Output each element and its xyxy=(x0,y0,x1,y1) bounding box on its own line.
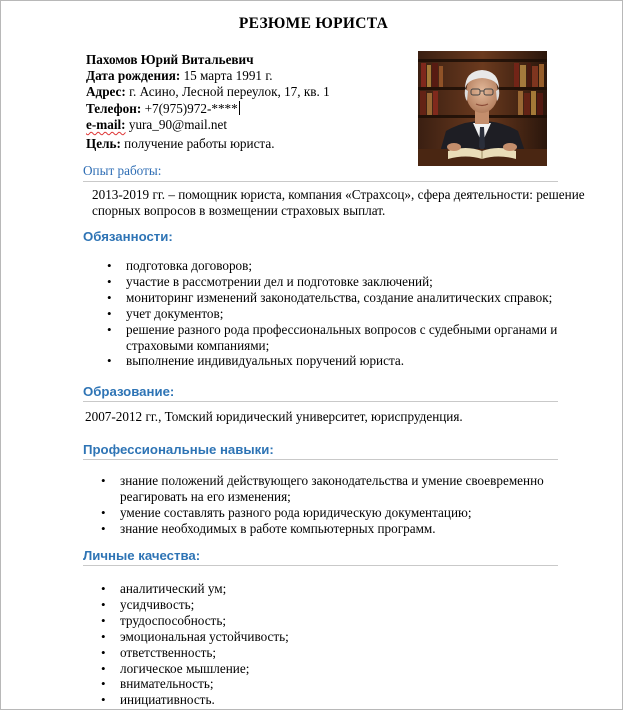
address-value: г. Асино, Лесной переулок, 17, кв. 1 xyxy=(125,84,330,100)
education-heading: Образование: xyxy=(83,384,175,399)
list-item: • аналитический ум; xyxy=(120,581,289,597)
address-label: Адрес: xyxy=(86,84,126,100)
qualities-divider xyxy=(83,565,558,566)
list-item: • мониторинг изменений законодательства, создание аналитических справок; xyxy=(126,290,557,306)
skills-list xyxy=(120,473,544,537)
skills-heading: Профессиональные навыки: xyxy=(83,442,274,457)
list-item: • учет документов; xyxy=(126,306,557,322)
list-item: • внимательность; xyxy=(120,676,289,692)
list-item: • эмоциональная устойчивость; xyxy=(120,629,289,645)
duties-heading: Обязанности: xyxy=(83,229,173,244)
goal-value: получение работы юриста. xyxy=(120,136,275,151)
duties-list xyxy=(126,258,557,369)
qualities-list xyxy=(120,581,289,708)
experience-heading: Опыт работы: xyxy=(83,163,162,178)
address-row xyxy=(86,84,330,100)
phone-value: +7(975)972-**** xyxy=(141,100,238,116)
birth-date-label: Дата рождения: xyxy=(86,68,181,84)
qualities-heading: Личные качества: xyxy=(83,548,201,563)
list-item: • знание положений действующего законодательства и умение своевременно xyxy=(120,473,544,489)
list-item: • трудоспособность; xyxy=(120,613,289,629)
full-name: Пахомов Юрий Витальевич xyxy=(86,52,254,67)
goal-row xyxy=(86,136,275,152)
list-item: • знание необходимых в работе компьютерных программ. xyxy=(120,521,544,537)
experience-line-1: 2013-2019 гг. – помощник юриста, компания «Страхсоц», сфера деятельности: решение xyxy=(92,187,585,202)
birth-date-row xyxy=(86,68,330,84)
skills-divider xyxy=(83,459,558,460)
list-item: • решение разного рода профессиональных вопросов с судебными органами и xyxy=(126,322,557,338)
email-value: yura_90@mail.net xyxy=(125,116,228,132)
list-item: • логическое мышление; xyxy=(120,661,289,677)
experience-text xyxy=(92,187,585,219)
list-item: • выполнение индивидуальных поручений юриста. xyxy=(126,353,557,369)
list-item: • умение составлять разного рода юридическую документацию; xyxy=(120,505,544,521)
education-divider xyxy=(83,401,558,402)
text-cursor xyxy=(239,101,240,115)
experience-line-2: спорных вопросов в возмещении страховых выплат. xyxy=(92,203,386,219)
list-item: • ответственность; xyxy=(120,645,289,661)
phone-label: Телефон: xyxy=(86,100,142,116)
list-item: • подготовка договоров; xyxy=(126,258,557,274)
email-label: e-mail: xyxy=(86,116,126,132)
email-row xyxy=(86,117,330,133)
education-text: 2007-2012 гг., Томский юридический университет, юриспруденция. xyxy=(85,409,463,424)
list-item: • инициативность. xyxy=(120,692,289,708)
resume-title: РЕЗЮМЕ ЮРИСТА xyxy=(238,15,389,32)
profile-photo xyxy=(418,51,547,166)
list-item-continuation: реагировать на его изменения; xyxy=(120,488,291,504)
experience-divider xyxy=(83,181,558,182)
list-item: • участие в рассмотрении дел и подготовке заключений; xyxy=(126,274,557,290)
list-item-continuation: страховыми компаниями; xyxy=(126,337,270,353)
list-item: • усидчивость; xyxy=(120,597,289,613)
birth-date-value: 15 марта 1991 г. xyxy=(180,68,273,84)
goal-label: Цель: xyxy=(86,136,121,151)
phone-row xyxy=(86,101,330,117)
personal-info xyxy=(86,52,330,133)
